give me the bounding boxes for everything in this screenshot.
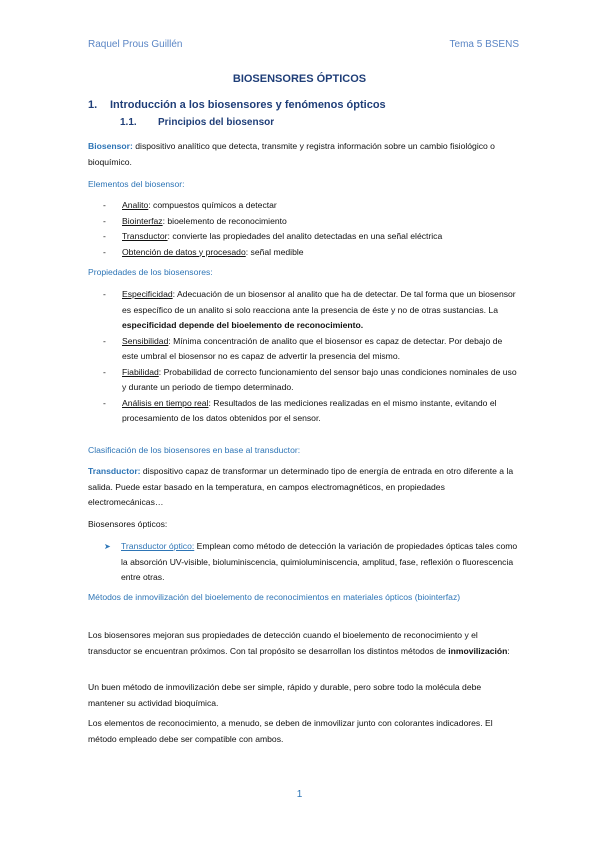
dash-bullet: - [103, 397, 106, 408]
elementos-heading: Elementos del biosensor: [88, 179, 185, 189]
document-title: BIOSENSORES ÓPTICOS [232, 73, 367, 85]
header-topic: Tema 5 BSENS [449, 39, 519, 50]
propiedades-list [88, 287, 518, 427]
paragraph-buen-metodo: Un buen método de inmovilización debe ser simple, rápido y durable, pero sobre todo la molécula debe mantener su actividad bioquímica. [88, 682, 482, 708]
list-item: - Fiabilidad: Probabilidad de correcto funcionamiento del sensor bajo unas condiciones nominales de uso y durante un periodo de tiempo determinado. [103, 366, 517, 392]
list-item: - Analito: compuestos químicos a detectar [88, 198, 518, 214]
list-item: - Análisis en tiempo real: Resultados de las mediciones realizadas en el mismo instante, evitando el procesamiento de los datos obtenidos por el sensor. [103, 397, 497, 423]
header-author: Raquel Prous Guillén [88, 39, 183, 50]
subsection-heading-1-1 [120, 117, 274, 128]
dash-bullet: - [103, 246, 106, 257]
definition-text: dispositivo analítico que detecta, transmite y registra información sobre un cambio fisiológico o bioquímico. [88, 141, 495, 167]
transductor-definition [88, 464, 518, 511]
dash-bullet: - [103, 366, 106, 377]
list-item: - Transductor: convierte las propiedades del analito detectadas en una señal eléctrica [88, 229, 518, 245]
definition-term: Biosensor: [88, 141, 133, 151]
section-title: Introducción a los biosensores y fenómenos ópticos [110, 99, 386, 111]
biosensores-opticos-label: Biosensores ópticos: [88, 519, 168, 529]
clasificacion-heading: Clasificación de los biosensores en base al transductor: [88, 445, 301, 455]
dash-bullet: - [103, 231, 106, 241]
list-item: - Especificidad: Adecuación de un biosensor al analito que ha de detectar. De tal forma que un biosensor es específico de un analito si solo reacciona ante la presencia de éste y no de otras sustancias. La especificidad depende del bioelemento de reconocimiento. [103, 289, 516, 330]
subsection-title: Principios del biosensor [158, 117, 275, 128]
arrow-bullet-icon: ➤ [104, 542, 111, 551]
transductor-optico-term: Transductor óptico: [121, 541, 195, 551]
paragraph-elementos-reconocimiento: Los elementos de reconocimiento, a menudo, se deben de inmovilizar junto con colorantes indicadores. El método empleado debe ser compatible con ambos. [88, 718, 493, 744]
biosensor-definition [88, 139, 518, 170]
elementos-list [88, 198, 518, 260]
metodos-heading: Métodos de inmovilización del bioelemento de reconocimientos en materiales ópticos (biointerfaz) [88, 592, 461, 602]
dash-bullet: - [103, 215, 106, 226]
paragraph-inmovilizacion: Los biosensores mejoran sus propiedades de detección cuando el bioelemento de reconocimiento y el transductor se encuentran próximos. Con tal propósito se desarrollan los distintos métodos de inmovilización: [88, 630, 510, 656]
list-item: - Sensibilidad: Mínima concentración de analito que el biosensor es capaz de detectar. Por debajo de este umbral el biosensor no es capaz de advertir la presencia del mismo. [103, 335, 503, 361]
page-number: 1 [296, 789, 303, 800]
transductor-optico-text: Emplean como método de detección la variación de propiedades ópticas tales como la absorción UV-visible, bioluminiscencia, quimioluminiscencia, amplitud, fase, reflexión o fluorescencia entre otras. [121, 541, 518, 582]
transductor-optico-item [104, 539, 520, 586]
dash-bullet: - [103, 289, 106, 299]
section-number: 1. [88, 99, 98, 111]
list-item: - Obtención de datos y procesado: señal medible [88, 245, 518, 261]
definition-term: Transductor: [88, 466, 141, 476]
propiedades-heading: Propiedades de los biosensores: [88, 267, 213, 277]
subsection-number: 1.1. [120, 117, 137, 128]
list-item: - Biointerfaz: bioelemento de reconocimiento [88, 214, 518, 230]
dash-bullet: - [103, 335, 106, 346]
section-heading-1 [88, 99, 386, 111]
definition-text: dispositivo capaz de transformar un determinado tipo de energía de entrada en otro diferente a la salida. Puede estar basado en la temperatura, en campos electromagnéticos, en propiedades electromecánicas… [88, 466, 514, 507]
dash-bullet: - [103, 200, 106, 210]
